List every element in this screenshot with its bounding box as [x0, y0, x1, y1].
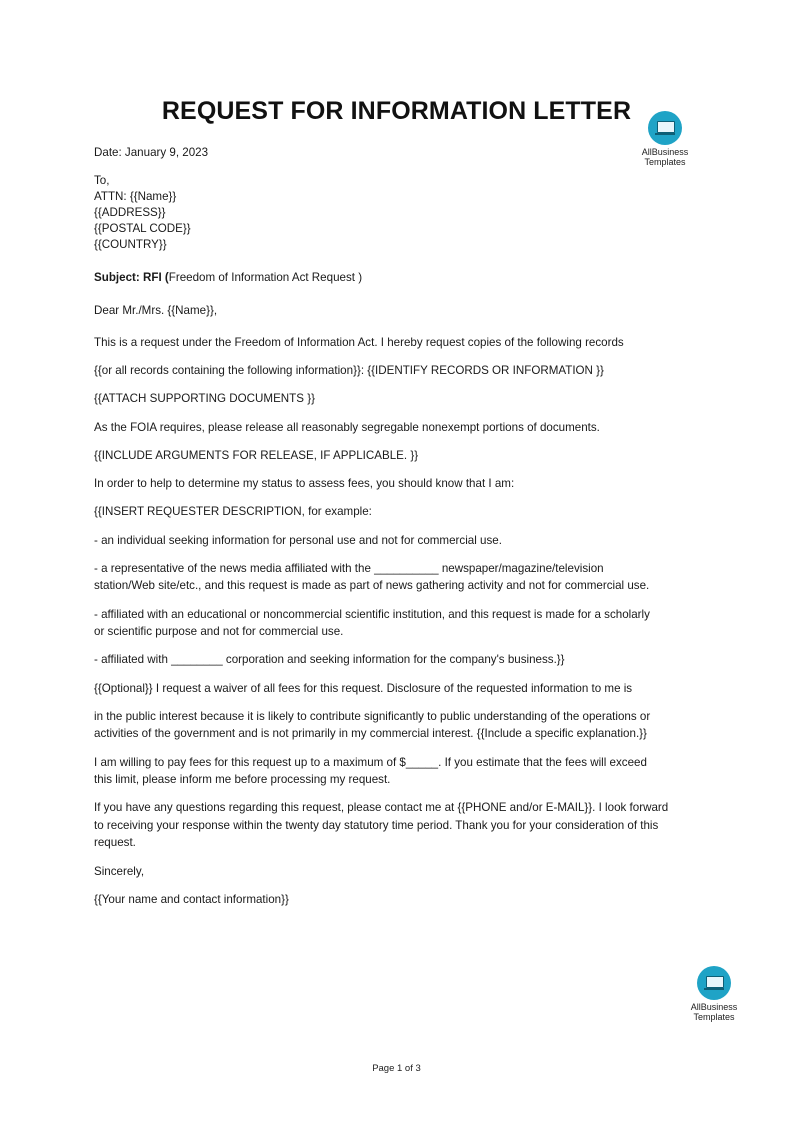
- address-line: {{COUNTRY}}: [94, 238, 167, 251]
- paragraph: As the FOIA requires, please release all reasonably segregable nonexempt portions of documents.: [94, 421, 600, 434]
- paragraph: I am willing to pay fees for this request up to a maximum of $_____. If you estimate that the fees will exceed: [94, 756, 647, 769]
- page-number: Page 1 of 3: [372, 1063, 421, 1074]
- laptop-icon: [648, 111, 682, 145]
- address-line: {{POSTAL CODE}}: [94, 222, 191, 235]
- subject-rfi: RFI (: [142, 271, 169, 284]
- paragraph: {{Optional}} I request a waiver of all fees for this request. Disclosure of the requested information to me is: [94, 682, 633, 695]
- logo-bottom: [684, 966, 744, 1022]
- date-line: Date: January 9, 2023: [94, 146, 209, 159]
- paragraph: - affiliated with ________ corporation and seeking information for the company's business.}}: [94, 653, 565, 666]
- logo-text: AllBusiness Templates: [690, 1002, 738, 1022]
- closing: Sincerely,: [94, 865, 145, 878]
- address-line: ATTN: {{Name}}: [94, 190, 177, 203]
- paragraph: activities of the government and is not primarily in my commercial interest. {{Include a specific explanation.}}: [94, 727, 647, 740]
- logo-top: [635, 111, 695, 167]
- laptop-icon: [697, 966, 731, 1000]
- paragraph: In order to help to determine my status to assess fees, you should know that I am:: [94, 477, 515, 490]
- paragraph: station/Web site/etc., and this request is made as part of news gathering activity and not for commercial use.: [94, 579, 650, 592]
- salutation: Dear Mr./Mrs. {{Name}},: [94, 304, 218, 317]
- paragraph: this limit, please inform me before processing my request.: [94, 773, 391, 786]
- subject-line: [94, 269, 362, 286]
- paragraph: - a representative of the news media affiliated with the __________ newspaper/magazine/television: [94, 562, 604, 575]
- subject-text: Freedom of Information Act Request ): [168, 271, 363, 284]
- paragraph: - affiliated with an educational or noncommercial scientific institution, and this request is made for a scholarly: [94, 608, 650, 621]
- paragraph: to receiving your response within the twenty day statutory time period. Thank you for your consideration of this: [94, 819, 659, 832]
- address-line: {{ADDRESS}}: [94, 206, 166, 219]
- logo-text: AllBusiness Templates: [641, 147, 689, 167]
- paragraph: {{INCLUDE ARGUMENTS FOR RELEASE, IF APPLICABLE. }}: [94, 449, 419, 462]
- paragraph: {{ATTACH SUPPORTING DOCUMENTS }}: [94, 392, 315, 405]
- signature-placeholder: {{Your name and contact information}}: [94, 893, 289, 906]
- paragraph: in the public interest because it is likely to contribute significantly to public understanding of the operations or: [94, 710, 651, 723]
- paragraph: This is a request under the Freedom of Information Act. I hereby request copies of the following records: [94, 336, 624, 349]
- address-line: To,: [94, 174, 110, 187]
- paragraph: - an individual seeking information for personal use and not for commercial use.: [94, 534, 502, 547]
- paragraph: If you have any questions regarding this request, please contact me at {{PHONE and/or E-MAIL}}. I look forward: [94, 801, 669, 814]
- paragraph: or scientific purpose and not for commercial use.: [94, 625, 344, 638]
- paragraph: request.: [94, 836, 136, 849]
- document-title: REQUEST FOR INFORMATION LETTER: [161, 97, 632, 125]
- paragraph: {{or all records containing the following information}}: {{IDENTIFY RECORDS OR INFORMATION }}: [94, 364, 604, 377]
- paragraph: {{INSERT REQUESTER DESCRIPTION, for example:: [94, 505, 372, 518]
- subject-label: Subject:: [94, 271, 140, 284]
